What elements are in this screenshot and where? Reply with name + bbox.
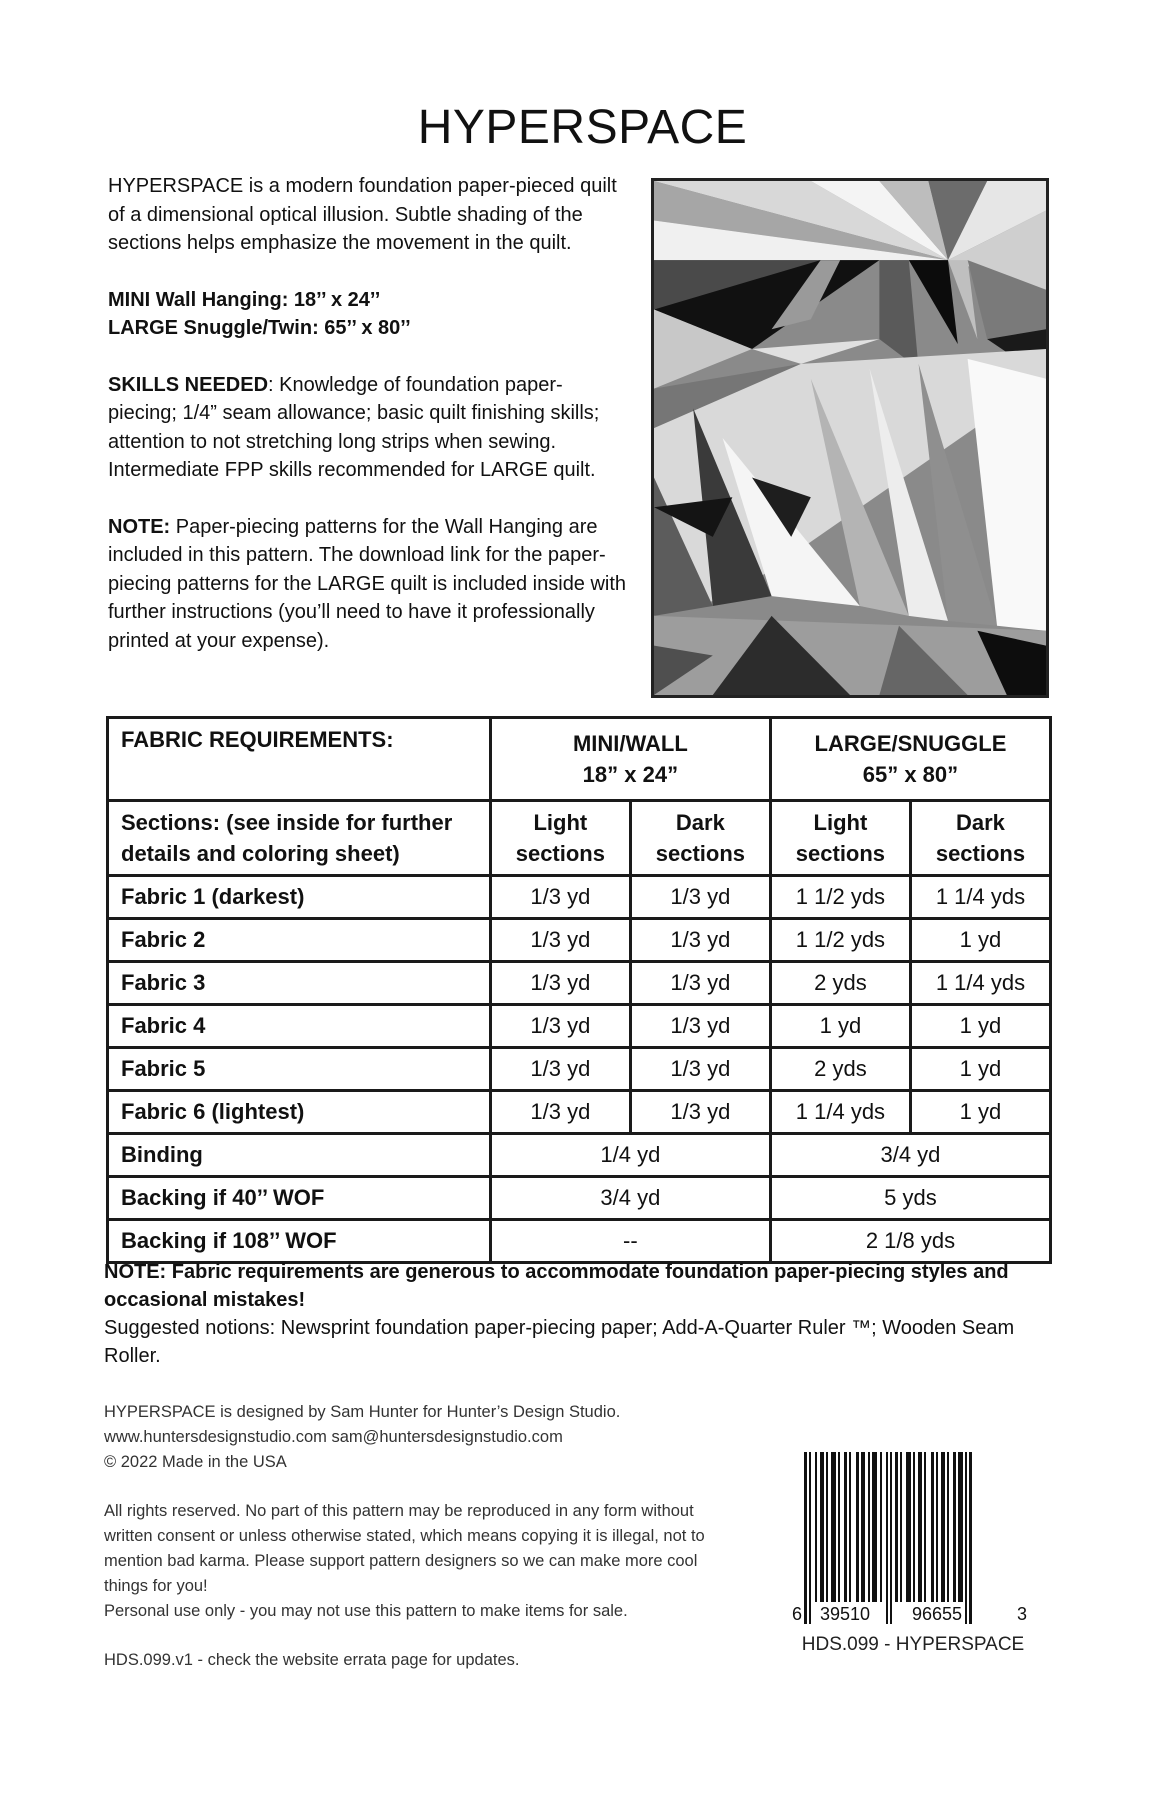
credits-section bbox=[104, 1400, 744, 1697]
sections-label: Sections: (see inside for further details and coloring sheet) bbox=[108, 801, 491, 876]
credits-block bbox=[104, 1400, 744, 1475]
binding-mini-value: 1/4 yd bbox=[490, 1134, 770, 1177]
mini-dark-value: 1/3 yd bbox=[630, 919, 770, 962]
contact-info: www.huntersdesignstudio.com sam@huntersdesignstudio.com bbox=[104, 1428, 563, 1446]
binding-large-value: 3/4 yd bbox=[770, 1134, 1050, 1177]
table-row bbox=[108, 1220, 1051, 1263]
mini-light-value: 1/3 yd bbox=[490, 876, 630, 919]
fabric-label: Fabric 1 (darkest) bbox=[108, 876, 491, 919]
copyright: © 2022 Made in the USA bbox=[104, 1453, 287, 1471]
table-row bbox=[108, 876, 1051, 919]
mini-dark-value: 1/3 yd bbox=[630, 1091, 770, 1134]
large-dark-value: 1 yd bbox=[910, 1091, 1050, 1134]
barcode bbox=[790, 1452, 1030, 1628]
large-title: LARGE/SNUGGLE bbox=[814, 731, 1007, 756]
dark-label: Dark bbox=[956, 810, 1005, 835]
rights-block bbox=[104, 1499, 744, 1624]
sections-word: sections bbox=[795, 841, 886, 866]
large-light-value: 2 yds bbox=[770, 1048, 910, 1091]
fabric-label: Fabric 6 (lightest) bbox=[108, 1091, 491, 1134]
sections-word: sections bbox=[655, 841, 746, 866]
mini-title: MINI/WALL bbox=[572, 731, 688, 756]
quilt-image bbox=[651, 178, 1049, 698]
large-light-value: 1 1/4 yds bbox=[770, 1091, 910, 1134]
description-text: HYPERSPACE is a modern foundation paper-pieced quilt of a dimensional optical illusion. Subtle shading of the sections helps emphasize the movement in the quilt. bbox=[108, 175, 617, 254]
barcode-bars bbox=[804, 1452, 1030, 1602]
large-dark-value: 1 1/4 yds bbox=[910, 962, 1050, 1005]
mini-dark-value: 1/3 yd bbox=[630, 1048, 770, 1091]
mini-light-value: 1/3 yd bbox=[490, 1091, 630, 1134]
backing-108-large-value: 2 1/8 yds bbox=[770, 1220, 1050, 1263]
large-dark-value: 1 yd bbox=[910, 919, 1050, 962]
size-large: LARGE Snuggle/Twin: 65’’ x 80’’ bbox=[108, 317, 411, 339]
size-mini: MINI Wall Hanging: 18’’ x 24’’ bbox=[108, 288, 381, 311]
barcode-digit-left: 6 bbox=[792, 1604, 803, 1624]
large-size: 65” x 80” bbox=[862, 762, 959, 787]
mini-dark-value: 1/3 yd bbox=[630, 962, 770, 1005]
large-dark-value: 1 yd bbox=[910, 1005, 1050, 1048]
mini-column-header bbox=[490, 718, 770, 801]
fabric-label: Fabric 4 bbox=[108, 1005, 491, 1048]
rights-text: All rights reserved. No part of this pattern may be reproduced in any form without written consent or unless otherwise stated, which means copying it is illegal, not to mention bad karma. Please support pattern designers so we can make more cool things for you! bbox=[104, 1502, 705, 1595]
pattern-note-label: NOTE: bbox=[108, 515, 171, 538]
backing-40-large-value: 5 yds bbox=[770, 1177, 1050, 1220]
large-dark-value: 1 yd bbox=[910, 1048, 1050, 1091]
mini-dark-header bbox=[630, 801, 770, 876]
mini-size: 18” x 24” bbox=[582, 762, 679, 787]
table-row bbox=[108, 1048, 1051, 1091]
light-label: Light bbox=[813, 810, 868, 835]
barcode-group-2: 96655 bbox=[912, 1604, 963, 1624]
intro-section bbox=[108, 172, 628, 683]
fabric-requirements-header: FABRIC REQUIREMENTS: bbox=[108, 718, 491, 801]
fabric-label: Fabric 3 bbox=[108, 962, 491, 1005]
sections-header-row bbox=[108, 801, 1051, 876]
binding-label: Binding bbox=[108, 1134, 491, 1177]
fabric-label: Fabric 5 bbox=[108, 1048, 491, 1091]
mini-light-value: 1/3 yd bbox=[490, 962, 630, 1005]
table-row bbox=[108, 962, 1051, 1005]
backing-108-label: Backing if 108’’ WOF bbox=[108, 1220, 491, 1263]
fabric-requirements-table bbox=[106, 716, 1052, 1264]
large-light-header bbox=[770, 801, 910, 876]
large-light-value: 2 yds bbox=[770, 962, 910, 1005]
large-column-header bbox=[770, 718, 1050, 801]
pattern-note-text bbox=[108, 513, 628, 656]
backing-108-mini-value: -- bbox=[490, 1220, 770, 1263]
quilt-illustration bbox=[654, 181, 1046, 695]
large-light-value: 1 yd bbox=[770, 1005, 910, 1048]
fabric-note: NOTE: Fabric requirements are generous to accommodate foundation paper-piecing styles and occasional mistakes! bbox=[104, 1261, 1009, 1311]
table-header-row bbox=[108, 718, 1051, 801]
suggested-notions: Suggested notions: Newsprint foundation paper-piecing paper; Add-A-Quarter Ruler ™; Wooden Seam Roller. bbox=[104, 1317, 1015, 1367]
sections-word: sections bbox=[935, 841, 1026, 866]
mini-light-value: 1/3 yd bbox=[490, 919, 630, 962]
mini-light-value: 1/3 yd bbox=[490, 1005, 630, 1048]
fabric-label: Fabric 2 bbox=[108, 919, 491, 962]
dark-label: Dark bbox=[675, 810, 725, 835]
version-text: HDS.099.v1 - check the website errata page for updates. bbox=[104, 1651, 520, 1669]
backing-40-mini-value: 3/4 yd bbox=[490, 1177, 770, 1220]
mini-light-value: 1/3 yd bbox=[490, 1048, 630, 1091]
table-row bbox=[108, 1005, 1051, 1048]
backing-40-label: Backing if 40’’ WOF bbox=[108, 1177, 491, 1220]
sections-word: sections bbox=[515, 841, 605, 866]
mini-light-header bbox=[490, 801, 630, 876]
designer-credit: HYPERSPACE is designed by Sam Hunter for Hunter’s Design Studio. bbox=[104, 1403, 621, 1421]
light-label: Light bbox=[533, 810, 588, 835]
pattern-note-body: Paper-piecing patterns for the Wall Hanging are included in this pattern. The download link for the paper-piecing patterns for the LARGE quilt is included inside with further instructions (you’ll need to have it professionally printed at your expense). bbox=[108, 515, 627, 652]
mini-dark-value: 1/3 yd bbox=[630, 1005, 770, 1048]
barcode-group-1: 39510 bbox=[820, 1604, 871, 1624]
size-list bbox=[108, 286, 628, 343]
product-code: HDS.099 - HYPERSPACE bbox=[801, 1634, 1025, 1655]
mini-dark-value: 1/3 yd bbox=[630, 876, 770, 919]
table-row bbox=[108, 1177, 1051, 1220]
skills-text bbox=[108, 371, 628, 485]
personal-use-text: Personal use only - you may not use this pattern to make items for sale. bbox=[104, 1602, 628, 1620]
page-title: HYPERSPACE bbox=[417, 101, 748, 154]
skills-body: : Knowledge of foundation paper-piecing; 1/4” seam allowance; basic quilt finishing skills; attention to not stretching long strips when sewing. Intermediate FPP skills recommended for LARGE quilt. bbox=[108, 373, 600, 481]
large-dark-header bbox=[910, 801, 1050, 876]
notes-section bbox=[104, 1258, 1064, 1370]
large-light-value: 1 1/2 yds bbox=[770, 876, 910, 919]
table-row bbox=[108, 919, 1051, 962]
large-light-value: 1 1/2 yds bbox=[770, 919, 910, 962]
table-row bbox=[108, 1134, 1051, 1177]
large-dark-value: 1 1/4 yds bbox=[910, 876, 1050, 919]
barcode-digit-right: 3 bbox=[1017, 1604, 1028, 1624]
skills-label: SKILLS NEEDED bbox=[108, 373, 269, 396]
table-row bbox=[108, 1091, 1051, 1134]
